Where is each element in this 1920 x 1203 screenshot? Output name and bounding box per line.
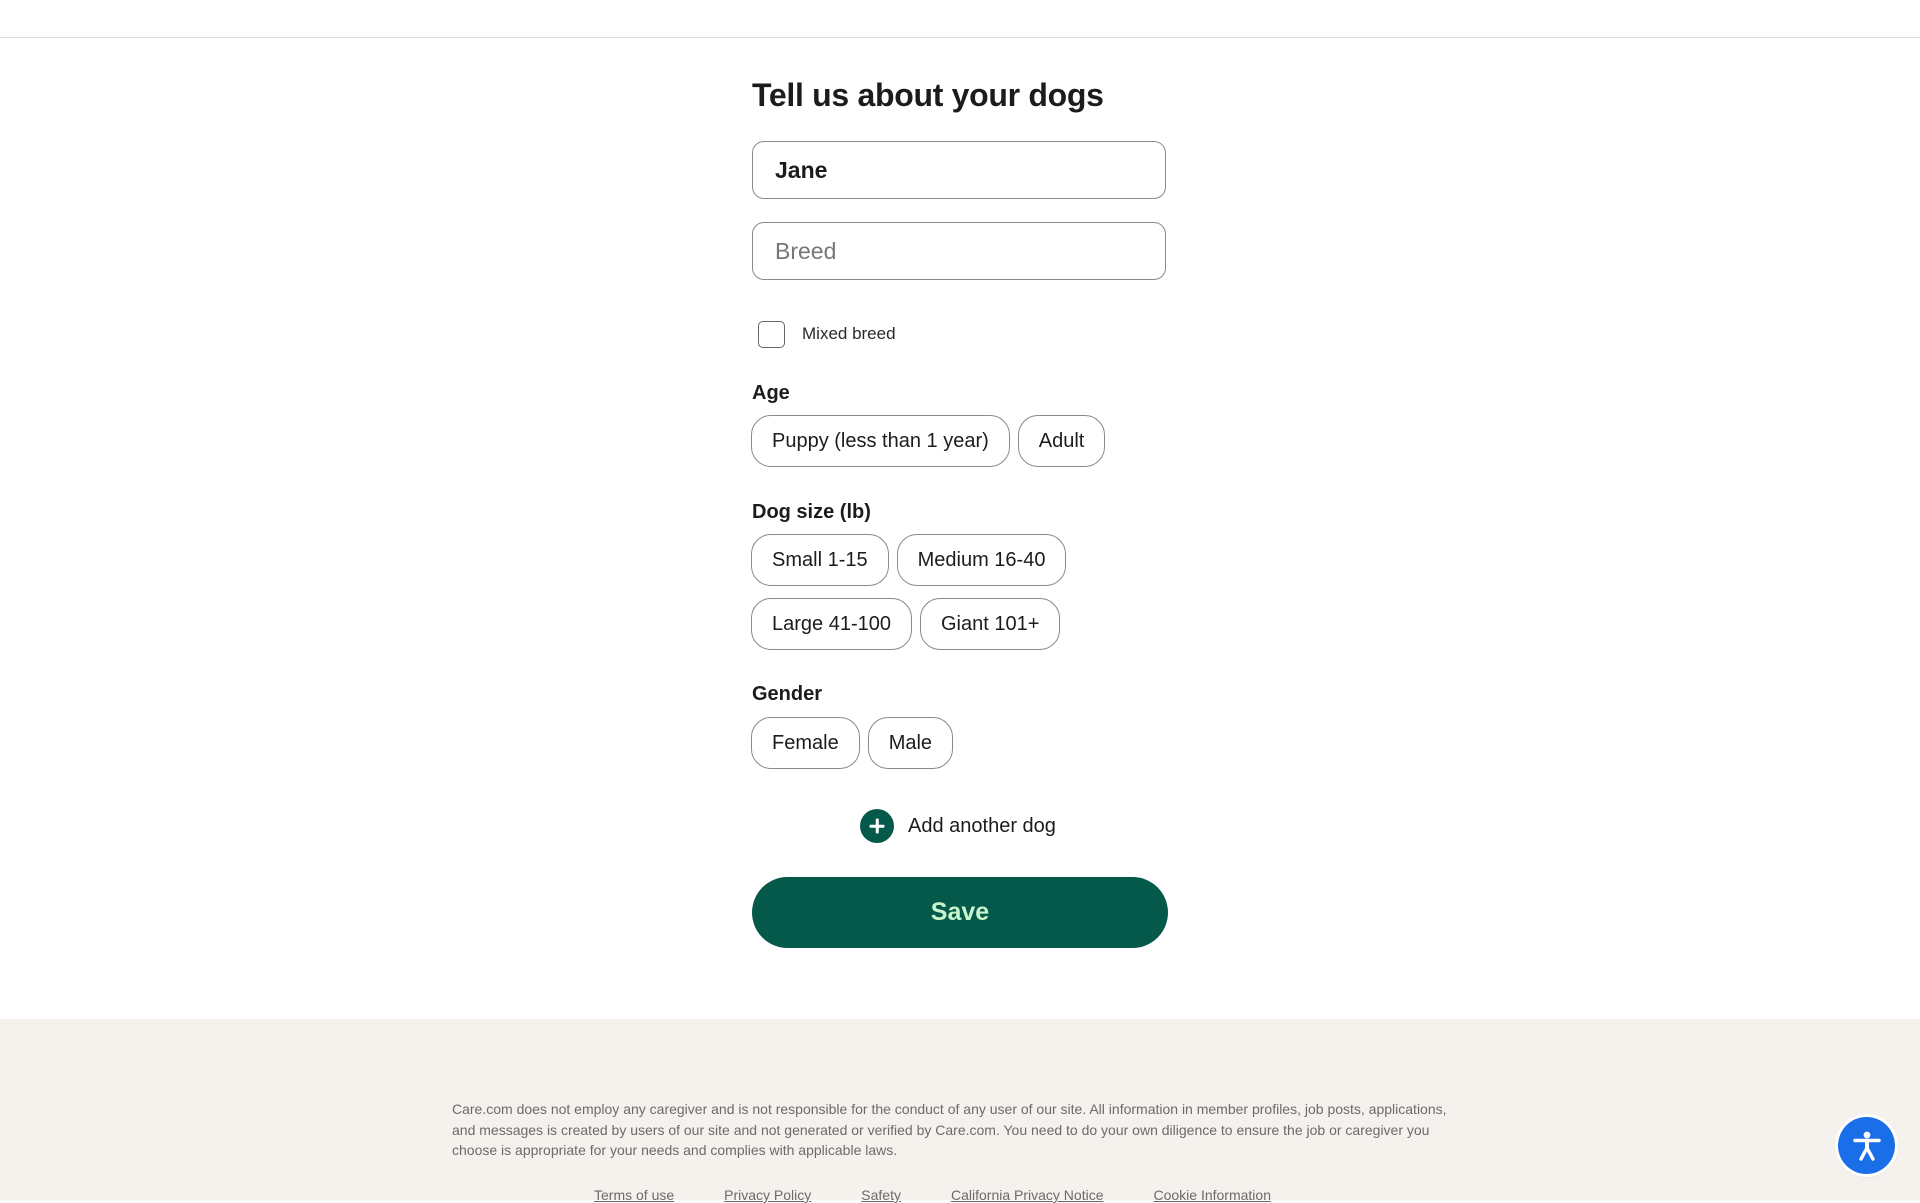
add-another-dog-button[interactable]	[860, 809, 1056, 843]
footer-link-terms[interactable]: Terms of use	[594, 1187, 675, 1203]
gender-options	[751, 717, 953, 769]
footer-link-california-privacy[interactable]: California Privacy Notice	[950, 1187, 1104, 1203]
gender-option-female[interactable]: Female	[751, 717, 860, 769]
size-option-large[interactable]: Large 41-100	[751, 598, 912, 650]
dog-name-field[interactable]	[752, 141, 1166, 199]
mixed-breed-checkbox[interactable]	[758, 321, 785, 348]
save-button[interactable]: Save	[752, 877, 1168, 948]
dog-size-options-row-1	[751, 534, 1066, 586]
age-option-adult[interactable]: Adult	[1018, 415, 1106, 467]
breed-field[interactable]	[752, 222, 1166, 280]
size-option-small[interactable]: Small 1-15	[751, 534, 889, 586]
add-another-dog-label: Add another dog	[908, 814, 1056, 837]
mixed-breed-option[interactable]	[758, 319, 896, 349]
age-option-puppy[interactable]: Puppy (less than 1 year)	[751, 415, 1010, 467]
gender-option-male[interactable]: Male	[868, 717, 953, 769]
page-title: Tell us about your dogs	[752, 77, 1104, 113]
footer-link-cookie-info[interactable]: Cookie Information	[1153, 1187, 1271, 1203]
age-label: Age	[752, 382, 790, 404]
dog-size-label: Dog size (lb)	[752, 501, 871, 523]
mixed-breed-label: Mixed breed	[802, 324, 896, 343]
page-footer	[0, 1019, 1920, 1203]
top-header-bar	[0, 0, 1920, 38]
footer-disclaimer: Care.com does not employ any caregiver and is not responsible for the conduct of any user of our site. All information in member profiles, job posts, applications, and messages is created by users of our site and not generated or verified by Care.com. You need to do your own diligence to ensure the job or caregiver you choose is appropriate for your needs and complies with applicable laws.	[452, 1101, 1447, 1158]
dog-size-options-row-2	[751, 598, 1060, 650]
gender-label: Gender	[752, 683, 823, 705]
footer-links	[594, 1187, 1271, 1203]
footer-link-safety[interactable]: Safety	[861, 1187, 901, 1203]
size-option-giant[interactable]: Giant 101+	[920, 598, 1060, 650]
footer-link-privacy[interactable]: Privacy Policy	[724, 1187, 812, 1203]
plus-circle-icon	[860, 809, 894, 843]
size-option-medium[interactable]: Medium 16-40	[897, 534, 1067, 586]
accessibility-icon	[1850, 1129, 1884, 1163]
age-options	[751, 415, 1105, 467]
accessibility-button[interactable]	[1838, 1117, 1895, 1174]
